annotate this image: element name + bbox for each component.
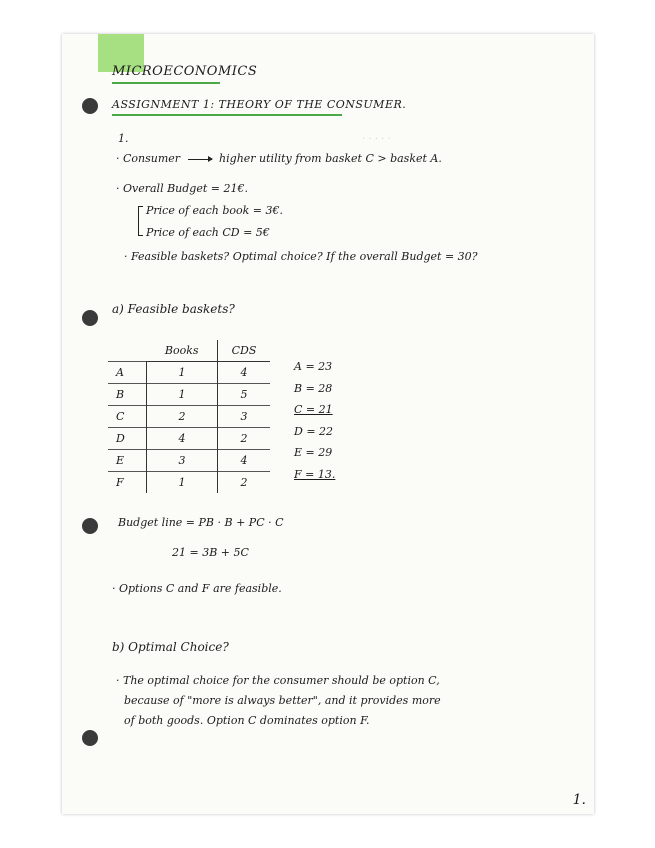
table-cell: 2: [218, 428, 271, 450]
answer-line-1: · The optimal choice for the consumer should be option C,: [116, 674, 440, 687]
table-cell: 1: [147, 362, 218, 384]
total-item: F = 13.: [294, 467, 336, 481]
utility-statement: higher utility from basket C > basket A.: [219, 152, 442, 165]
table-row: [108, 362, 270, 384]
table-cell: 2: [218, 472, 271, 494]
table-cell: 4: [218, 450, 271, 472]
part-a-heading: a) Feasible baskets?: [112, 302, 235, 316]
table-cell: 4: [218, 362, 271, 384]
question-text: · Feasible baskets? Optimal choice? If the overall Budget = 30?: [124, 250, 478, 263]
binder-hole: [82, 730, 98, 746]
table-cell: 1: [147, 472, 218, 494]
table-header-row: [108, 340, 270, 362]
table-cell: 3: [218, 406, 271, 428]
assignment-underline: [112, 114, 342, 116]
bleed-through: · · · · ·: [362, 134, 391, 145]
answer-line-3: of both goods. Option C dominates option F.: [124, 714, 370, 727]
table-row: [108, 472, 270, 494]
table-row: [108, 406, 270, 428]
table-cell: 1: [147, 384, 218, 406]
page-number: 1.: [572, 792, 586, 808]
price-cd: Price of each CD = 5€: [146, 226, 270, 239]
baskets-table: [108, 340, 270, 493]
budget-line: Budget line = PB · B + PC · C: [118, 516, 284, 529]
table-cell: A: [108, 362, 147, 384]
assignment-heading: ASSIGNMENT 1: THEORY OF THE CONSUMER.: [112, 98, 407, 111]
basket-totals: [294, 360, 335, 489]
total-item: D = 22: [294, 424, 334, 438]
feasible-conclusion: · Options C and F are feasible.: [112, 582, 282, 595]
arrow-icon: [188, 159, 212, 160]
answer-line-2: because of "more is always better", and it provides more: [124, 694, 441, 707]
total-item: C = 21: [294, 403, 333, 416]
binder-hole: [82, 98, 98, 114]
total-item: A = 23: [294, 360, 333, 373]
binder-hole: [82, 310, 98, 326]
brace: [138, 206, 143, 236]
table-cell: E: [108, 450, 147, 472]
table-cell: F: [108, 472, 147, 494]
total-item: B = 28: [294, 381, 333, 395]
part-b-heading: b) Optimal Choice?: [112, 640, 229, 654]
table-cell: 3: [147, 450, 218, 472]
price-book: Price of each book = 3€.: [146, 204, 284, 217]
page-title: MICROECONOMICS: [112, 64, 258, 79]
question-number: 1.: [118, 132, 129, 145]
budget-equation: 21 = 3B + 5C: [172, 546, 249, 559]
budget-statement: · Overall Budget = 21€.: [116, 182, 248, 195]
consumer-label: · Consumer: [116, 152, 181, 165]
table-header-cell: Books: [147, 340, 218, 362]
table-cell: D: [108, 428, 147, 450]
table-cell: 5: [218, 384, 271, 406]
consumer-line: [116, 152, 442, 165]
table-row: [108, 428, 270, 450]
binder-hole: [82, 518, 98, 534]
table-row: [108, 384, 270, 406]
title-underline: [112, 82, 220, 84]
table-row: [108, 450, 270, 472]
table-cell: C: [108, 406, 147, 428]
total-item: E = 29: [294, 446, 333, 459]
table-cell: 2: [147, 406, 218, 428]
table-cell: B: [108, 384, 147, 406]
notebook-page: [62, 34, 594, 814]
table-header-cell: [108, 340, 147, 362]
table-header-cell: CDS: [218, 340, 271, 362]
table-cell: 4: [147, 428, 218, 450]
